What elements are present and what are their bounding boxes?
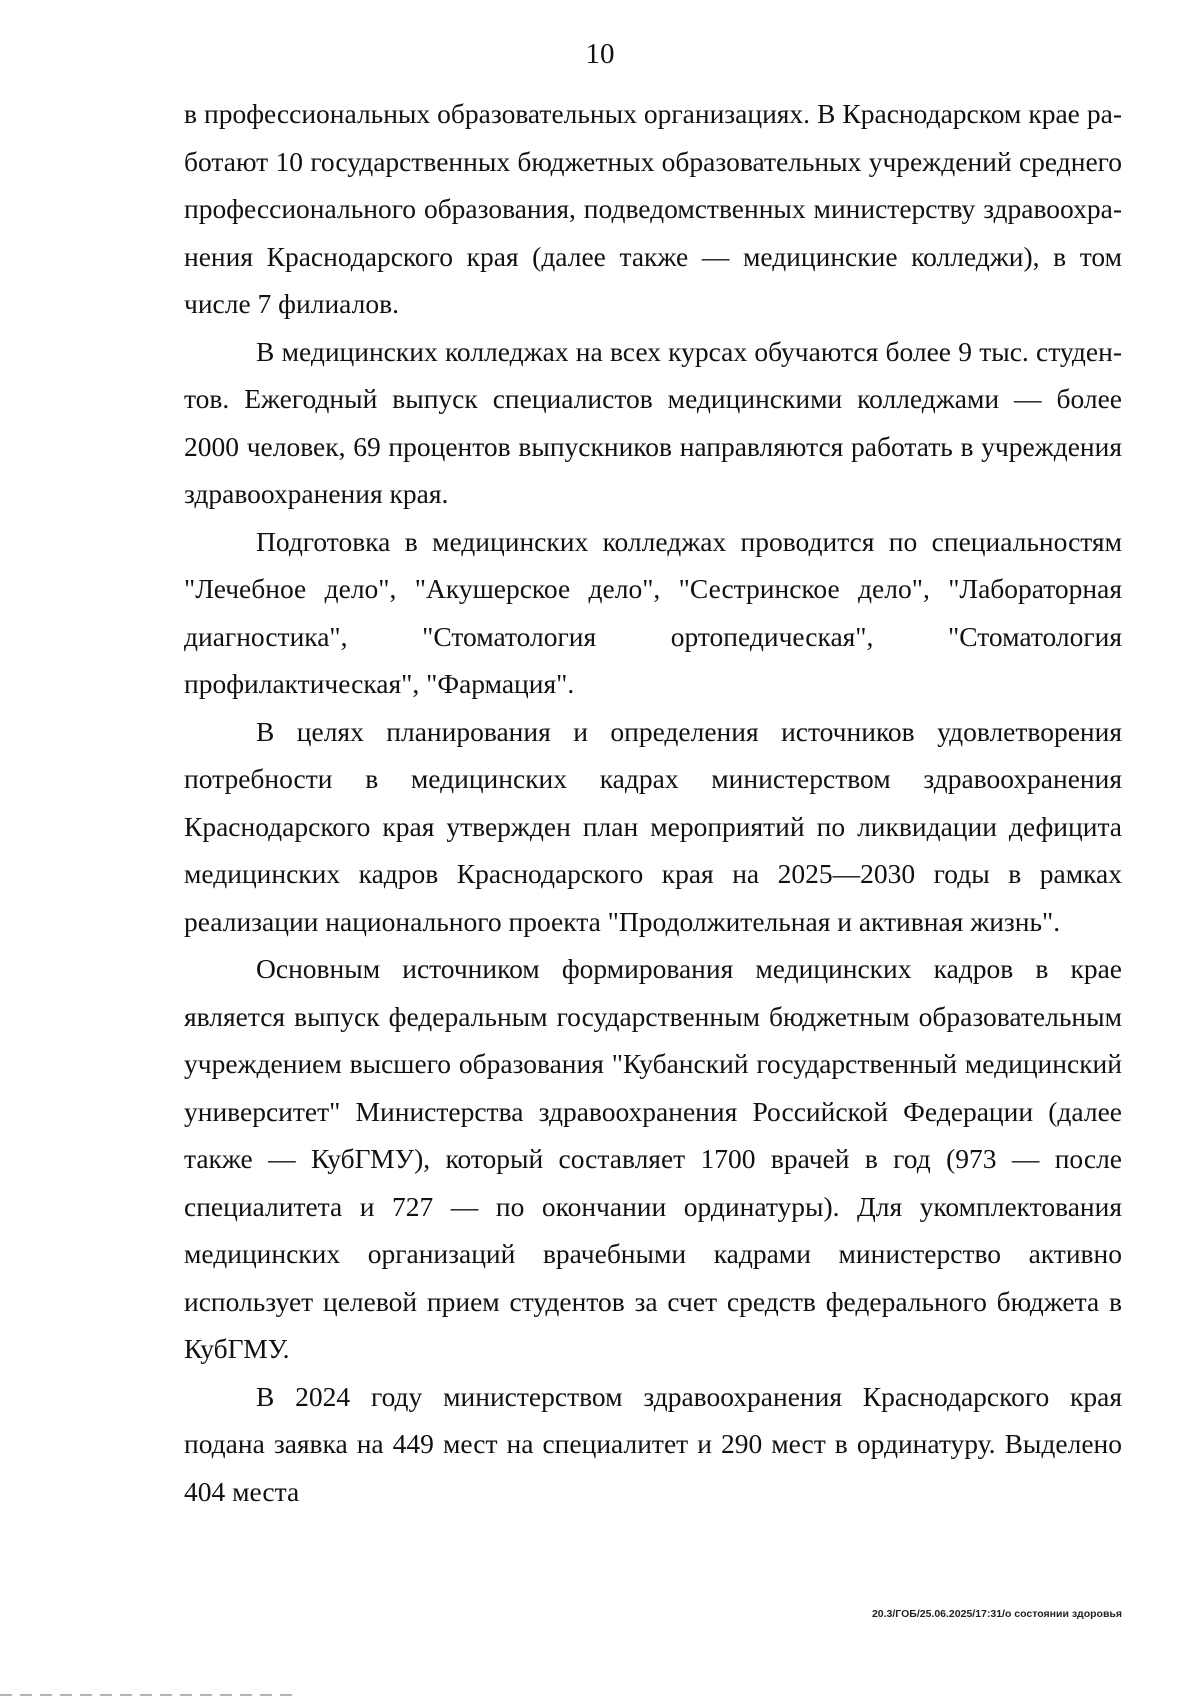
paragraph-application-2024: В 2024 году министерством здравоохранения Краснодарского края подана заявка на 449 мест на специалитет и 290 мест в ординатуру. Выделено 404 места (184, 1380, 1122, 1507)
document-body (184, 90, 1122, 1515)
page-number: 10 (585, 38, 615, 70)
paragraph-specialties: Подготовка в медицинских колледжах проводится по специальностям "Лечебное дело", "Акушерское дело", "Сестринское дело", "Лабораторная диагностика", "Стоматология ортопедическая", "Стоматология профилактическая", "Фармация". (184, 525, 1122, 699)
paragraph-staffing-plan: В целях планирования и определения источников удовлетворения потребности в медицинских кадрах министерством здравоохранения Краснодарского края утвержден план мероприятий по ликвидации дефицита медицинских кадров Краснодарского края на 2025—2030 годы в рамках реализации национального проекта "Продолжительная и активная жизнь". (184, 715, 1122, 937)
document-footer-code: 20.3/ГОБ/25.06.2025/17:31/о состоянии здоровья (871, 1608, 1122, 1620)
paragraph-continued: в профессиональных образовательных организациях. В Краснодарском крае работают 10 государственных бюджетных образовательных учреждений среднего профессионального образования, подведомственных министерству здравоохранения Краснодарского края (далее также — медицинские колледжи), в том числе 7 филиалов. (184, 98, 1122, 319)
scan-edge-line (0, 1694, 300, 1696)
paragraph-colleges-students: В медицинских колледжах на всех курсах обучаются более 9 тыс. студентов. Ежегодный выпуск специалистов медицинскими колледжами — более 2000 человек, 69 процентов выпускников направляются работать в учреждения здравоохранения края. (184, 335, 1122, 509)
paragraph-main-source: Основным источником формирования медицинских кадров в крае является выпуск федеральным государственным бюджетным образовательным учреждением высшего образования "Кубанский государственный медицинский университет" Министерства здравоохранения Российской Федерации (далее также — КубГМУ), который составляет 1700 врачей в год (973 — после специалитета и 727 — по окончании ординатуры). Для укомплектования медицинских организаций врачебными кадрами министерство активно использует целевой прием студентов за счет средств федерального бюджета в КубГМУ. (184, 953, 1122, 1364)
